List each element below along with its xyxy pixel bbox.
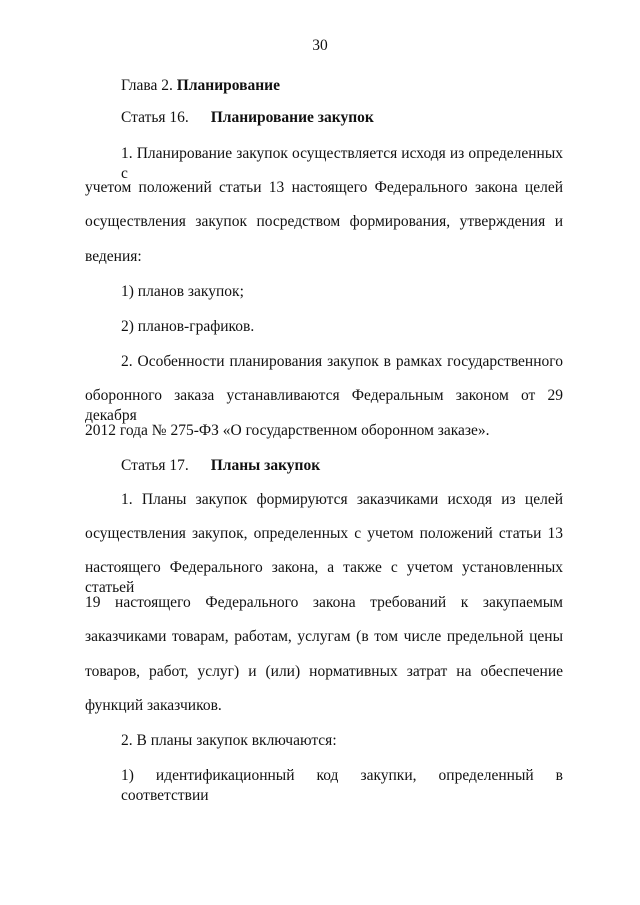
article-16-heading [121, 108, 374, 128]
article-16-p2-line-2: оборонного заказа устанавливаются Федеральным законом от 29 декабря [85, 387, 563, 424]
article-17-p2: 2. В планы закупок включаются: [121, 732, 337, 749]
article-16-p1-line-4: ведения: [85, 248, 142, 265]
article-16-p1-line-2: учетом положений статьи 13 настоящего Федерального закона целей [85, 179, 563, 196]
article-16-p2-line-1: 2. Особенности планирования закупок в рамках государственного [121, 353, 563, 370]
article-17-label: Статья 17. [121, 457, 189, 474]
chapter-prefix: Глава 2. [121, 77, 173, 94]
article-17-p1-line-3: настоящего Федерального закона, а также с учетом установленных статьей [85, 559, 563, 596]
article-16-item-2: 2) планов-графиков. [121, 318, 255, 335]
article-17-p1-line-7: функций заказчиков. [85, 697, 222, 714]
article-17-p1-line-2: осуществления закупок, определенных с учетом положений статьи 13 [85, 525, 563, 542]
article-16-item-1: 1) планов закупок; [121, 283, 244, 300]
article-16-label: Статья 16. [121, 109, 189, 126]
article-16-p1-line-3: осуществления закупок посредством формирования, утверждения и [85, 213, 563, 230]
chapter-title: Планирование [176, 77, 280, 94]
chapter-heading [121, 76, 280, 96]
article-17-heading [121, 456, 320, 476]
article-17-item-1: 1) идентификационный код закупки, определенный в соответствии [121, 767, 563, 804]
article-17-title: Планы закупок [210, 457, 321, 474]
article-16-title: Планирование закупок [210, 109, 374, 126]
article-17-p1-line-1: 1. Планы закупок формируются заказчиками исходя из целей [121, 491, 563, 508]
article-17-p1-line-6: товаров, работ, услуг) и (или) нормативных затрат на обеспечение [85, 663, 563, 680]
article-17-p1-line-4: 19 настоящего Федерального закона требований к закупаемым [85, 594, 563, 611]
article-17-p1-line-5: заказчиками товарам, работам, услугам (в том числе предельной цены [85, 628, 563, 645]
article-16-p1-line-1: 1. Планирование закупок осуществляется исходя из определенных с [121, 145, 563, 182]
page-number: 30 [312, 37, 328, 54]
article-16-p2-line-3: 2012 года № 275-ФЗ «О государственном оборонном заказе». [85, 422, 490, 439]
